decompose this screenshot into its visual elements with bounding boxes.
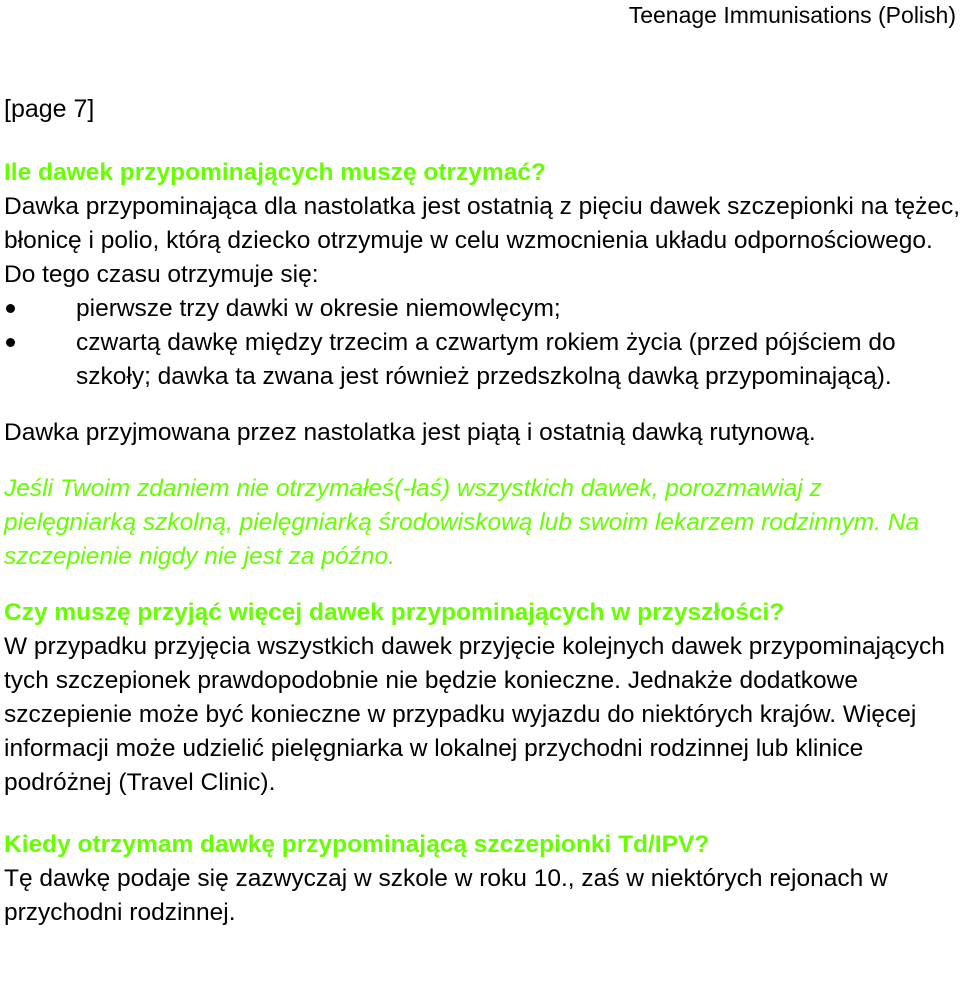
section-heading-booster-count: Ile dawek przypominających muszę otrzymać? — [4, 159, 546, 186]
list-item — [4, 326, 960, 394]
list-item-text: pierwsze trzy dawki w okresie niemowlęcym; — [76, 295, 561, 322]
document-body — [4, 156, 960, 930]
page-number-label: [page 7] — [4, 95, 95, 123]
bullet-icon — [6, 338, 15, 347]
dose-history-list — [4, 292, 960, 394]
section-heading-future-boosters: Czy muszę przyjąć więcej dawek przypominających w przyszłości? — [4, 599, 785, 626]
list-item-text: czwartą dawkę między trzecim a czwartym rokiem życia (przed pójściem do szkoły; dawka ta zwana jest również przedszkolną dawką przypominającą). — [76, 329, 896, 390]
future-boosters-paragraph: W przypadku przyjęcia wszystkich dawek przyjęcie kolejnych dawek przypominających tych szczepionek prawdopodobnie nie będzie konieczne. Jednakże dodatkowe szczepienie może być konieczne w przypadku wyjazdu do niektórych krajów. Więcej informacji może udzielić pielęgniarka w lokalnej przychodni rodzinnej lub klinice podróżnej (Travel Clinic). — [4, 633, 945, 796]
td-ipv-paragraph: Tę dawkę podaje się zazwyczaj w szkole w roku 10., zaś w niektórych rejonach w przychodni rodzinnej. — [4, 865, 888, 926]
running-header-title: Teenage Immunisations (Polish) — [628, 2, 956, 28]
section-intro-paragraph: Dawka przypominająca dla nastolatka jest ostatnią z pięciu dawek szczepionki na tężec, błonicę i polio, którą dziecko otrzymuje w celu wzmocnienia układu odpornościowego. Do tego czasu otrzymuje się: — [4, 193, 960, 288]
section-heading-td-ipv: Kiedy otrzymam dawkę przypominającą szczepionki Td/IPV? — [4, 831, 710, 858]
closing-paragraph: Dawka przyjmowana przez nastolatka jest piątą i ostatnią dawką rutynową. — [4, 419, 816, 446]
advice-paragraph: Jeśli Twoim zdaniem nie otrzymałeś(-łaś) wszystkich dawek, porozmawiaj z pielęgniarką szkolną, pielęgniarką środowiskową lub swoim lekarzem rodzinnym. Na szczepienie nigdy nie jest za późno. — [4, 475, 920, 570]
list-item — [4, 292, 960, 326]
bullet-icon — [6, 304, 15, 313]
